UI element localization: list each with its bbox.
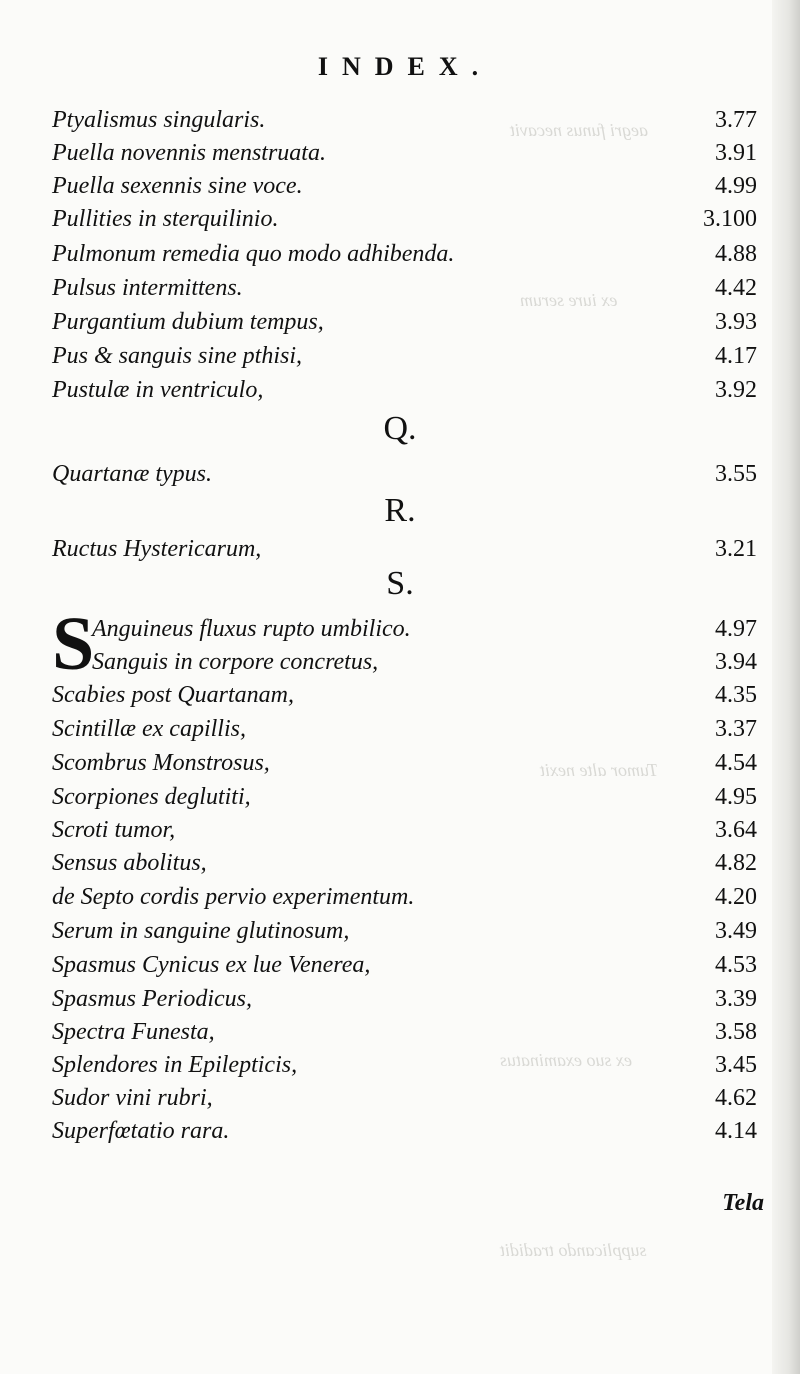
entry-page-ref: 3.49 <box>715 918 757 944</box>
index-entry <box>52 139 757 168</box>
entry-page-ref: 3.91 <box>715 140 757 166</box>
index-entry <box>52 917 757 946</box>
entry-label: de Septo cordis pervio experimentum. <box>52 884 415 910</box>
entry-page-ref: 3.21 <box>715 536 757 562</box>
index-entry <box>92 648 757 677</box>
entry-label: Ructus Hystericarum, <box>52 536 262 562</box>
entry-page-ref: 4.35 <box>715 682 757 708</box>
entry-page-ref: 3.100 <box>703 206 757 232</box>
index-entry <box>52 849 757 878</box>
index-entry <box>52 883 757 912</box>
entry-label: Sanguis in corpore concretus, <box>92 649 379 675</box>
entry-label: Sudor vini rubri, <box>52 1085 213 1111</box>
index-entry <box>52 681 757 710</box>
entry-label: Spectra Funesta, <box>52 1019 215 1045</box>
index-entry <box>92 615 757 644</box>
entry-page-ref: 3.55 <box>715 461 757 487</box>
index-entry <box>52 308 757 337</box>
entry-label: Serum in sanguine glutinosum, <box>52 918 350 944</box>
section-heading-r: R. <box>384 492 416 529</box>
entry-label: Scombrus Monstrosus, <box>52 750 270 776</box>
index-entry <box>52 1018 757 1047</box>
entry-page-ref: 3.64 <box>715 817 757 843</box>
show-through-text: aegri funus necavit <box>510 120 648 140</box>
index-entry <box>52 106 757 135</box>
entry-page-ref: 3.37 <box>715 716 757 742</box>
page-header: INDEX. <box>317 52 493 81</box>
section-heading-q: Q. <box>383 410 417 447</box>
entry-label: Scorpiones deglutiti, <box>52 784 251 810</box>
index-entry <box>52 749 757 778</box>
entry-page-ref: 3.92 <box>715 377 757 403</box>
entry-label: Ptyalismus singularis. <box>52 107 266 133</box>
index-entry <box>52 342 757 371</box>
entry-label: Pullities in sterquilinio. <box>52 206 279 232</box>
show-through-text: supplicando tradidit <box>500 1240 647 1260</box>
entry-label: Purgantium dubium tempus, <box>52 309 324 335</box>
entry-page-ref: 4.14 <box>715 1118 757 1144</box>
index-entry <box>52 240 757 269</box>
entry-label: Superfœtatio rara. <box>52 1118 230 1144</box>
index-entry <box>52 1051 757 1080</box>
index-entry <box>52 535 757 564</box>
index-entry <box>52 951 757 980</box>
show-through-text: ex iure serum <box>520 290 618 310</box>
entry-label: Pulsus intermittens. <box>52 275 243 301</box>
index-entry <box>52 715 757 744</box>
entry-page-ref: 3.93 <box>715 309 757 335</box>
entry-label: Pustulæ in ventriculo, <box>52 377 264 403</box>
index-entry <box>52 1084 757 1113</box>
entry-label: Pulmonum remedia quo modo adhibenda. <box>52 241 455 267</box>
page-edge-shadow <box>772 0 800 1374</box>
entry-page-ref: 4.42 <box>715 275 757 301</box>
entry-label: Pus & sanguis sine pthisi, <box>52 343 303 369</box>
index-entry <box>52 172 757 201</box>
entry-label: Scabies post Quartanam, <box>52 682 294 708</box>
entry-page-ref: 4.53 <box>715 952 757 978</box>
entry-page-ref: 4.20 <box>715 884 757 910</box>
entry-label: Scintillæ ex capillis, <box>52 716 246 742</box>
entry-page-ref: 4.88 <box>715 241 757 267</box>
entry-label: Puella novennis menstruata. <box>52 140 326 166</box>
entry-page-ref: 3.77 <box>715 107 757 133</box>
entry-page-ref: 4.82 <box>715 850 757 876</box>
index-entry <box>52 985 757 1014</box>
entry-page-ref: 4.54 <box>715 750 757 776</box>
entry-page-ref: 3.58 <box>715 1019 757 1045</box>
entry-label: Splendores in Epilepticis, <box>52 1052 298 1078</box>
index-entry <box>52 460 757 489</box>
catchword: Tela <box>722 1190 764 1216</box>
show-through-text: ex suo examinatus <box>500 1050 632 1070</box>
entry-label: Quartanæ typus. <box>52 461 213 487</box>
entry-page-ref: 3.45 <box>715 1052 757 1078</box>
entry-page-ref: 4.17 <box>715 343 757 369</box>
index-entry <box>52 376 757 405</box>
entry-page-ref: 4.62 <box>715 1085 757 1111</box>
section-heading-s: S. <box>386 565 414 602</box>
entry-label: Spasmus Periodicus, <box>52 986 252 1012</box>
entry-page-ref: 3.94 <box>715 649 757 675</box>
entry-label: Scroti tumor, <box>52 817 176 843</box>
entry-page-ref: 4.95 <box>715 784 757 810</box>
index-entry <box>52 816 757 845</box>
entry-page-ref: 4.97 <box>715 616 757 642</box>
drop-cap: S <box>52 602 95 686</box>
index-entry <box>52 783 757 812</box>
entry-label: Puella sexennis sine voce. <box>52 173 303 199</box>
entry-page-ref: 4.99 <box>715 173 757 199</box>
entry-label: Anguineus fluxus rupto umbilico. <box>92 616 411 642</box>
entry-label: Sensus abolitus, <box>52 850 207 876</box>
show-through-text: Tumor alte nexit <box>540 760 658 780</box>
index-entry <box>52 1117 757 1146</box>
entry-label: Spasmus Cynicus ex lue Venerea, <box>52 952 371 978</box>
index-entry <box>52 274 757 303</box>
index-entry <box>52 205 757 234</box>
entry-page-ref: 3.39 <box>715 986 757 1012</box>
